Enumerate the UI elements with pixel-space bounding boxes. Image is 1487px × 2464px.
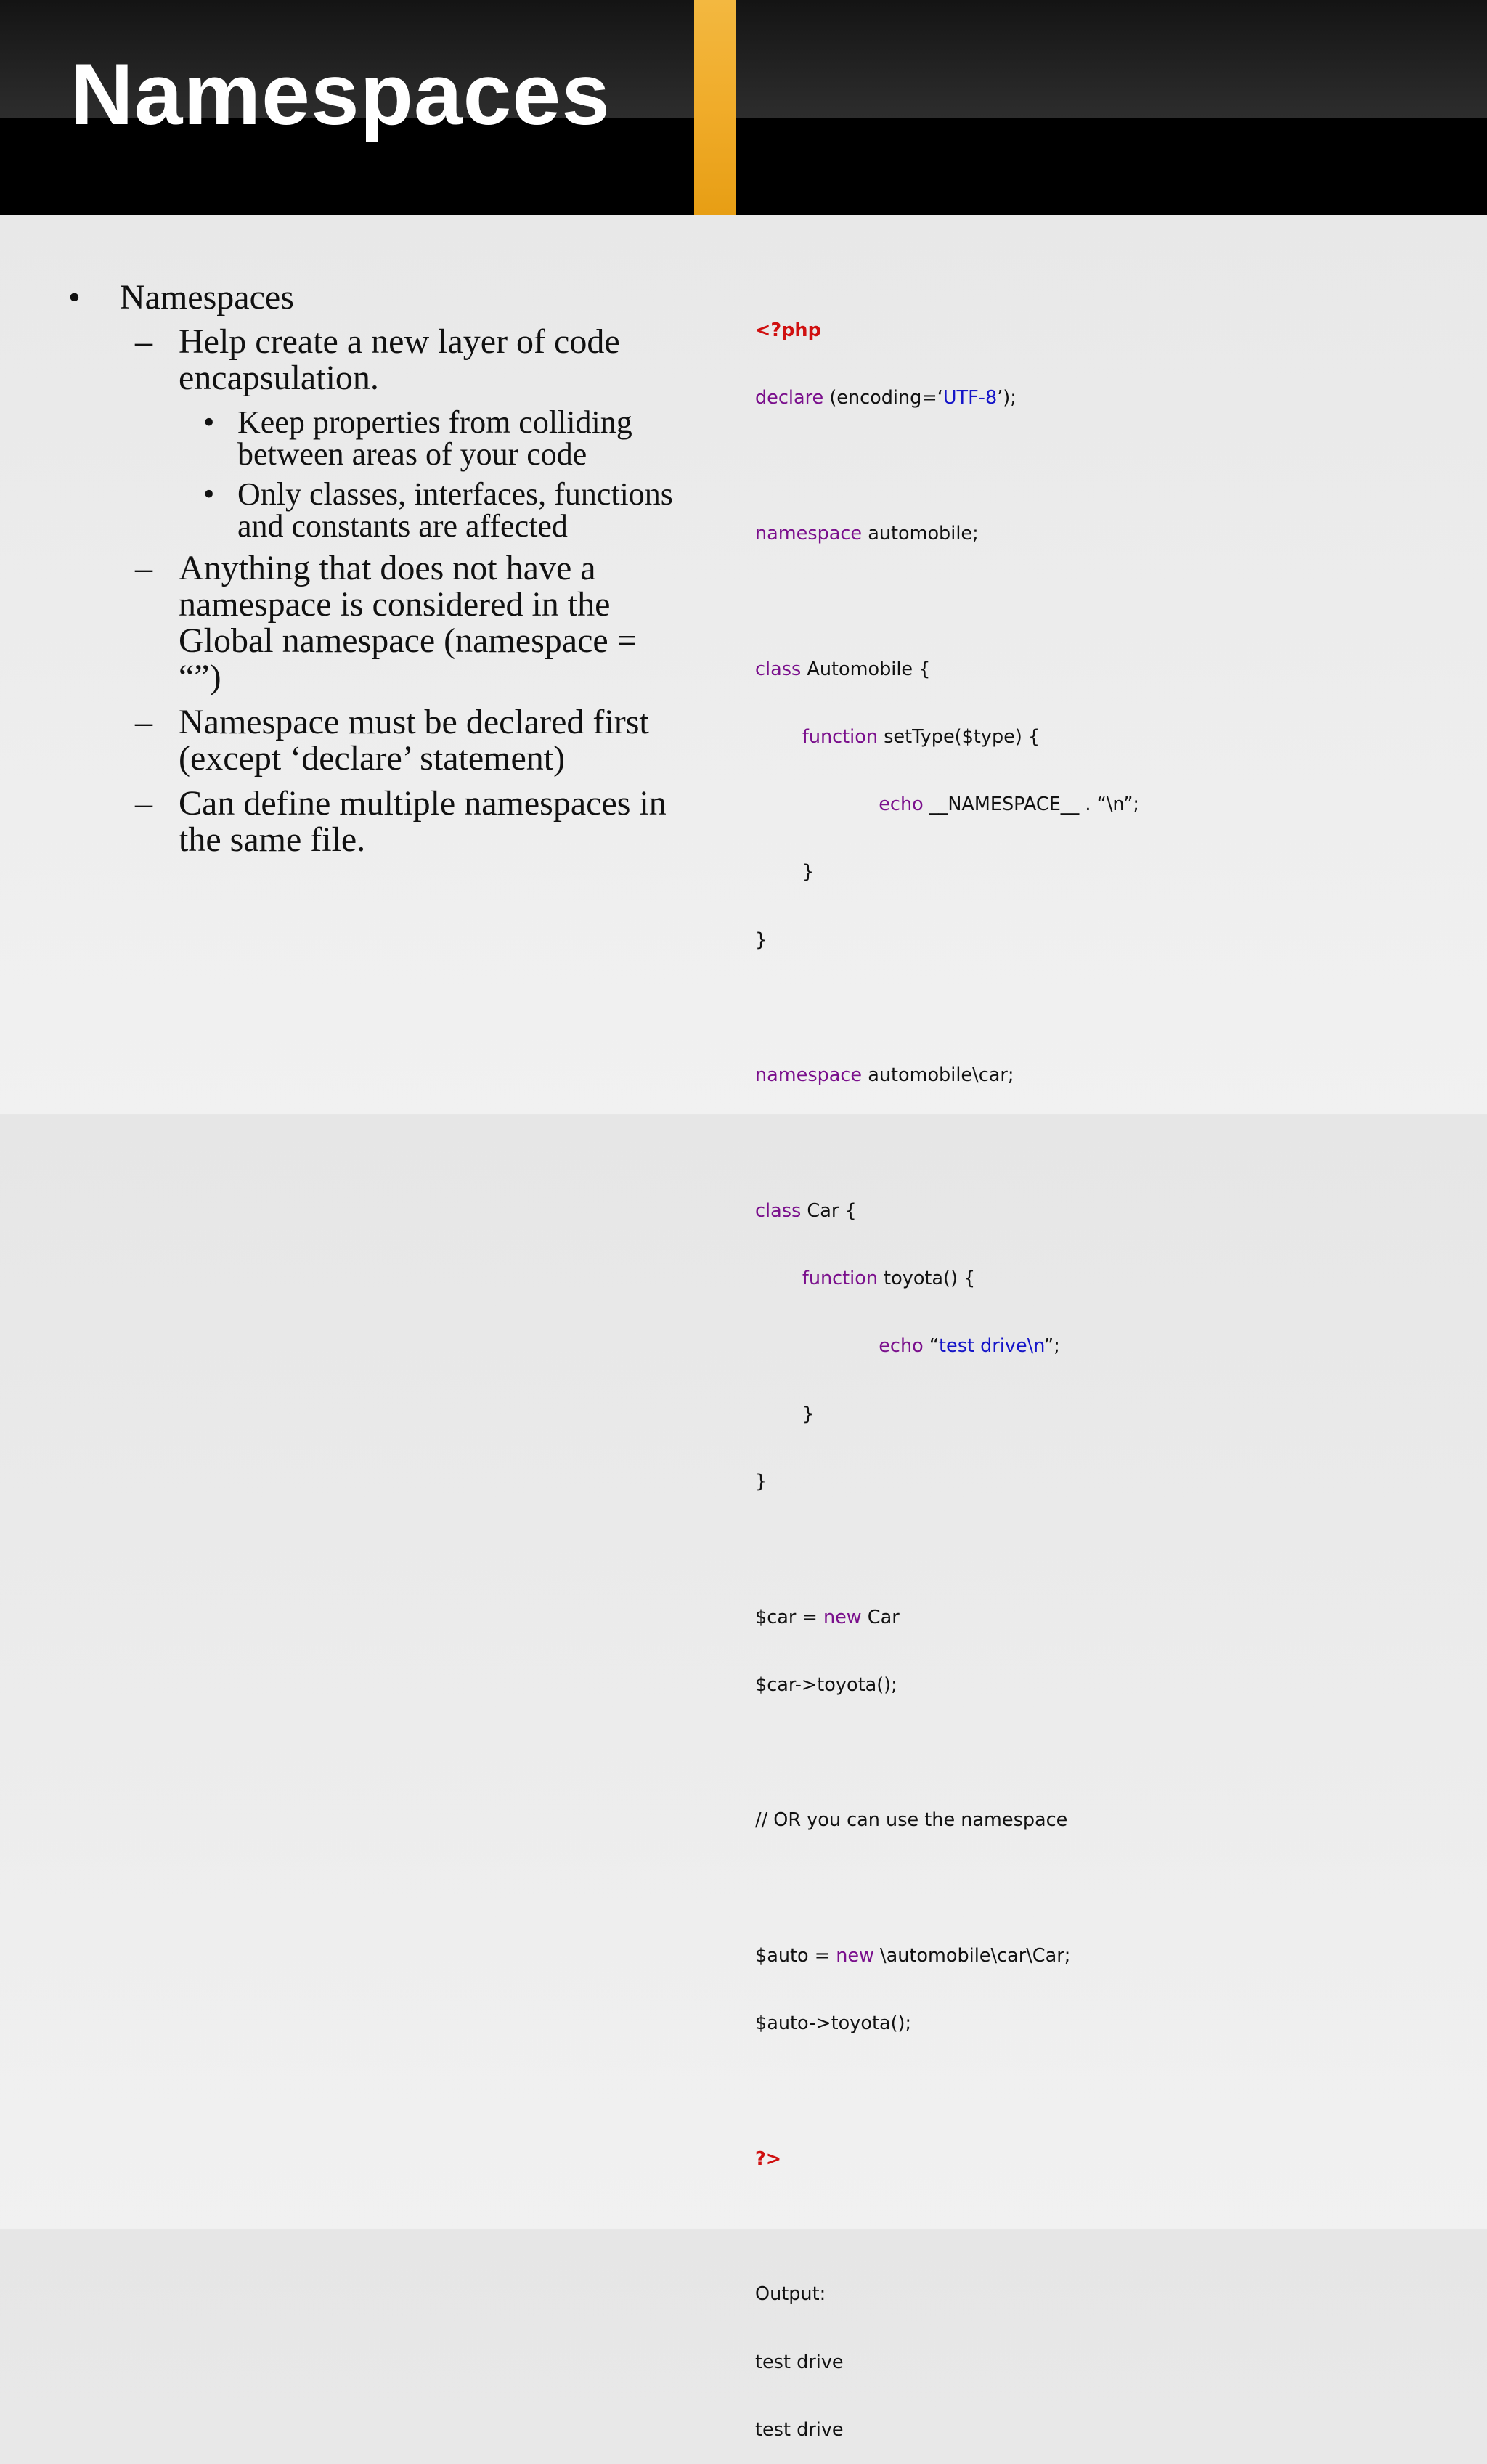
sub-bullet-text: “”) <box>179 658 221 696</box>
keyword: namespace <box>755 523 863 545</box>
sub-sub-bullet-text: and constants are affected <box>237 508 568 544</box>
code-text: $car->toyota(); <box>755 1673 897 1696</box>
sub-bullet-text: Anything that does not have a <box>179 549 596 587</box>
code-text: ”; <box>1044 1335 1060 1358</box>
output-label: Output: <box>755 2283 826 2306</box>
code-text: Car { <box>801 1199 857 1222</box>
code-comment: // OR you can use the namespace <box>755 1809 1068 1832</box>
sub-bullet-text: Help create a new layer of code <box>179 322 620 361</box>
sub-bullet-text: (except ‘declare’ statement) <box>179 739 566 778</box>
sub-bullet-text: namespace is considered in the <box>179 585 611 624</box>
output-line: test drive <box>755 2351 844 2373</box>
string-literal: UTF-8 <box>942 387 998 409</box>
code-text: “ <box>923 1335 940 1358</box>
bullet-marker: • <box>203 476 215 512</box>
indent <box>755 1268 802 1289</box>
php-close-tag: ?> <box>755 2147 782 2170</box>
code-text: } <box>755 1403 815 1425</box>
code-text: } <box>755 929 767 951</box>
keyword: function <box>802 1268 879 1290</box>
code-text: Car <box>861 1606 900 1628</box>
php-code-sample <box>755 274 1474 2464</box>
sub-bullet-text: the same file. <box>179 820 366 859</box>
keyword: namespace <box>755 1064 863 1087</box>
sub-bullet-text: Can define multiple namespaces in <box>179 784 667 823</box>
slide-title: Namespaces <box>70 46 611 143</box>
code-text: setType($type) { <box>878 725 1040 748</box>
sub-bullet-text: Global namespace (namespace = <box>179 621 637 660</box>
code-text: $auto->toyota(); <box>755 2012 912 2035</box>
code-text: \automobile\car\Car; <box>873 1944 1071 1967</box>
keyword: echo <box>879 794 924 816</box>
sub-sub-bullet-text: between areas of your code <box>237 436 587 472</box>
keyword: class <box>755 1199 802 1222</box>
code-text: } <box>755 1470 767 1493</box>
sub-sub-bullet-text: Only classes, interfaces, functions <box>237 476 673 512</box>
keyword: echo <box>879 1335 924 1358</box>
code-text: } <box>755 861 815 884</box>
string-literal: test drive\n <box>939 1335 1045 1358</box>
indent <box>755 726 802 748</box>
code-text: (encoding=‘ <box>823 387 943 409</box>
sub-sub-bullet-text: Keep properties from colliding <box>237 404 632 440</box>
code-text: Automobile { <box>801 658 931 680</box>
indent <box>755 1335 879 1357</box>
code-text: $car = <box>755 1606 823 1628</box>
code-text: automobile\car; <box>862 1064 1014 1087</box>
keyword: new <box>836 1944 874 1967</box>
keyword: function <box>802 725 879 748</box>
bullet-marker: • <box>203 404 215 440</box>
indent <box>755 794 879 815</box>
bullet-list <box>0 0 712 1114</box>
bullet-namespaces: Namespaces <box>120 278 294 317</box>
keyword: new <box>823 1606 862 1628</box>
sub-bullet-text: Namespace must be declared first <box>179 703 649 741</box>
code-text: toyota() { <box>878 1268 976 1290</box>
bullet-marker: • <box>68 278 81 317</box>
output-line: test drive <box>755 2418 844 2441</box>
keyword: declare <box>755 387 824 409</box>
php-open-tag: <?php <box>755 319 821 342</box>
dash-marker: – <box>135 703 152 741</box>
dash-marker: – <box>135 784 152 823</box>
code-text: __NAMESPACE__ . “\n”; <box>923 794 1139 816</box>
code-text: automobile; <box>862 523 979 545</box>
code-text: ’); <box>997 387 1017 409</box>
dash-marker: – <box>135 322 152 361</box>
keyword: class <box>755 658 802 680</box>
sub-bullet-text: encapsulation. <box>179 359 379 397</box>
dash-marker: – <box>135 549 152 587</box>
code-text: $auto = <box>755 1944 836 1967</box>
